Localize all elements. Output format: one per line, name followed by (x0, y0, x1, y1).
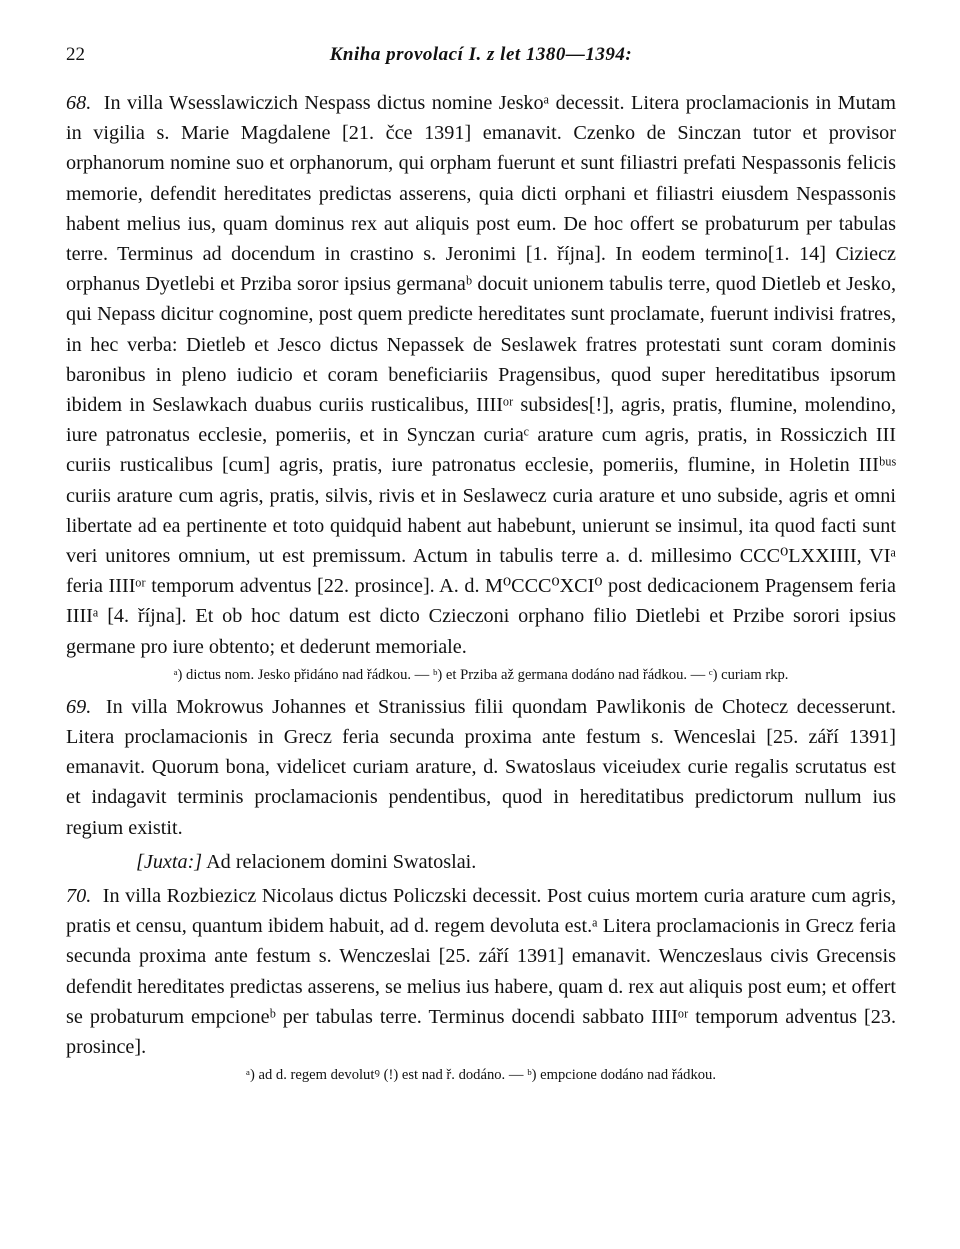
note-label: [Juxta:] (136, 850, 203, 873)
entry-text: In villa Rozbiezicz Nicolaus dictus Policzski decessit. Post cuius mortem curia arature cum agris, pratis et censu, quantum ibidem habuit, ad d. regem devoluta est.ᵃ Litera proclamacionis in Grecz feria secunda proxima ante festum s. Wenczeslai [25. září 1391] emanavit. Wenczeslaus civis Grecensis defendit hereditates predictas asserens, se melius ius habere, quam d. rex aut aliquis post eum; et offert se probaturum empcioneᵇ per tabulas terre. Terminus docendi sabbato IIIIᵒʳ temporum adventus [23. prosince]. (66, 885, 896, 1059)
entry-text: In villa Wsesslawiczich Nespass dictus nomine Jeskoᵃ decessit. Litera proclamacionis in Mutam in vigilia s. Marie Magdalene [21. čce 1391] emanavit. Czenko de Sinczan tutor et provisor orphanorum nomine suo et orphanorum, qui orpham fuerunt et sunt filiastri prefati Nespassonis felicis memorie, defendit hereditates predictas asserens, quia dicti orphani et filiastri eiusdem Nespassonis habent melius ius, quam dominus rex aut aliquis post eum. De hoc offert se probaturum per tabulas terre. Terminus ad docendum in crastino s. Jeronimi [1. října]. In eodem termino[1. 14] Ciziecz orphanus Dyetlebi et Prziba soror ipsius germanaᵇ docuit unionem tabulis terre, quod Dietleb et Jesko, qui Nepass dicitur cognomine, post quem predicte hereditates sunt proclamate, fuerunt indivisi fratres, in hec verba: Dietleb et Jesco dictus Nepassek de Seslawek fratres protestati sunt coram dominis baronibus in pleno iudicio et coram beneficiariis Pragensibus, quod super hereditatibus ipsorum ibidem in Seslawkach duabus curiis rusticalibus, IIIIᵒʳ subsides[!], agris, pratis, flumine, molendino, iure patronatus ecclesie, pomeriis, et in Synczan curiaᶜ arature cum agris, pratis, in Rossiczich III curiis rusticalibus [cum] agris, pratis, iure patronatus ecclesie, pomeriis, flumine, in Holetin IIIᵇᵘˢ curiis arature cum agris, pratis, silvis, rivis et in Seslawecz curia arature et uno subside, agris et omni libertate ad ea pertinente et toto quidquid habent aut habebunt, unierunt se insimul, ita quod facti sunt veri unitores omnium, ut est premissum. Actum in tabulis terre a. d. millesimo CCC⁰LXXIIII, VIᵃ feria IIIIᵒʳ temporum adventus [22. prosince]. A. d. M⁰CCC⁰XCI⁰ post dedicacionem Pragensem feria IIIIᵃ [4. října]. Et ob hoc datum est dicto Czieczoni orphano filio Dietlebi et Przibe sorori ipsius germane pro iure obtento; et dederunt memoriale. (66, 92, 896, 658)
entry-number: 69. (66, 695, 92, 718)
page-number: 22 (66, 44, 85, 65)
note-text: Ad relacionem domini Swatoslai. (206, 850, 477, 873)
relation-note (136, 847, 896, 877)
entry-69 (66, 692, 896, 843)
page-header (66, 44, 896, 74)
entry-68 (66, 88, 896, 662)
footnote: ᵃ) ad d. regem devolutꝰ (!) est nad ř. dodáno. — ᵇ) empcione dodáno nad řádkou. (246, 1067, 716, 1084)
entry-70 (66, 881, 896, 1062)
body-text (66, 88, 896, 1086)
entry-number: 70. (66, 885, 92, 908)
footnote: ᵃ) dictus nom. Jesko přidáno nad řádkou. — ᵇ) et Prziba až germana dodáno nad řádkou. — ᶜ) curiam rkp. (173, 666, 789, 683)
entry-number: 68. (66, 92, 92, 114)
running-title: Kniha provolací I. z let 1380—1394: (329, 44, 633, 65)
entry-text: In villa Mokrowus Johannes et Stranissius filii quondam Pawlikonis de Chotecz decesserunt. Litera proclamacionis in Grecz feria secunda proxima ante festum s. Wenceslai [25. září 1391] emanavit. Quorum bona, videlicet curiam arature, d. Swatoslaus viceiudex curie regalis scrutatus est et indagavit terminis proclamacionis pendentibus, quod in hereditatibus predictorum nullum ius regium existit. (66, 695, 897, 839)
